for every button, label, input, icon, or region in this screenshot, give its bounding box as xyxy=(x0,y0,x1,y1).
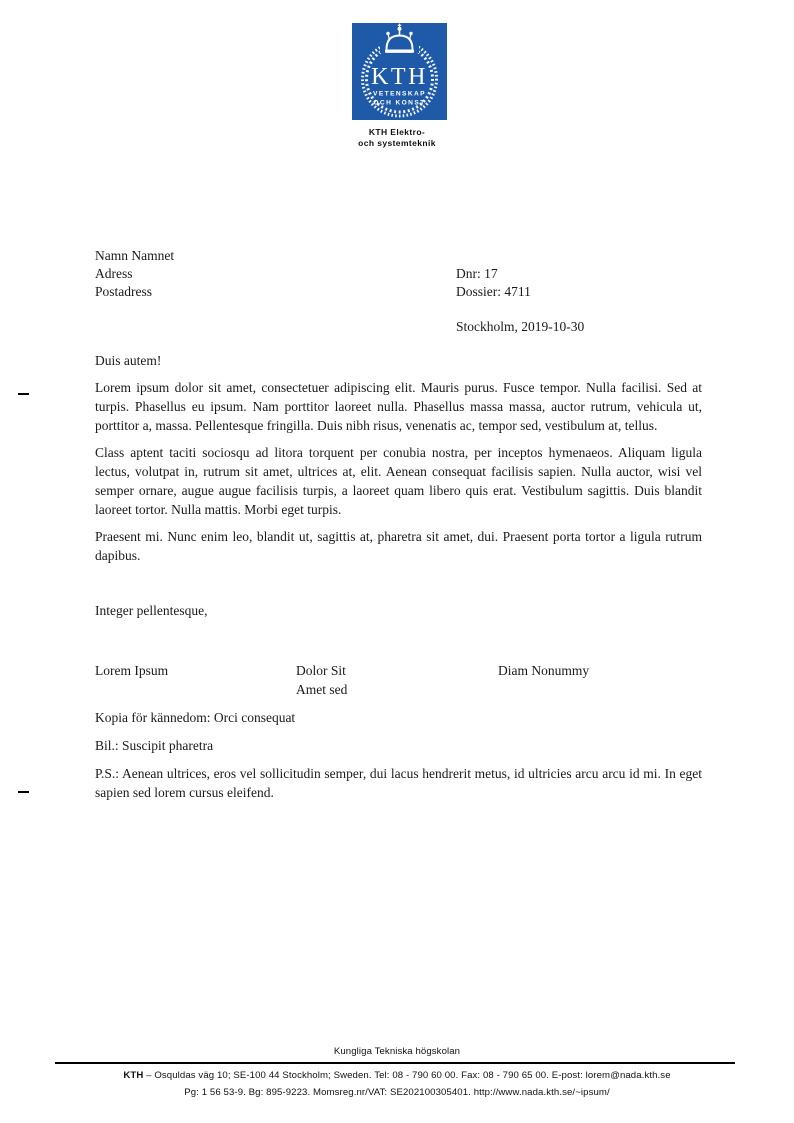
fold-mark-top xyxy=(18,393,29,395)
kth-seal-icon xyxy=(352,23,447,120)
footer-kth-bold: KTH xyxy=(123,1070,144,1081)
salutation: Duis autem! xyxy=(95,353,162,368)
signature-column-1 xyxy=(95,661,290,680)
footer-contact-rest: – Osquldas väg 10; SE-100 44 Stockholm; Sweden. Tel: 08 - 790 60 00. Fax: 08 - 790 65 00. E-post: lorem@nada.kth.se xyxy=(143,1070,671,1081)
body-paragraph-3: Praesent mi. Nunc enim leo, blandit ut, sagittis at, pharetra sit amet, dui. Praesent porta tortor a ligula rutrum dapibus. xyxy=(95,529,702,563)
postscript: P.S.: Aenean ultrices, eros vel sollicitudin semper, dui lacus hendrerit metus, id ultricies arcu arcu id mi. In eget sapien sed lorem cursus eleifend. xyxy=(95,766,702,800)
signature-column-3 xyxy=(498,661,693,680)
department-line2: och systemteknik xyxy=(358,137,436,148)
kth-logo xyxy=(352,23,447,120)
logo-acronym: KTH xyxy=(371,64,428,90)
signature-name: Lorem Ipsum xyxy=(95,663,169,678)
dossier-line: Dossier: 4711 xyxy=(456,284,531,299)
letter-body xyxy=(95,351,702,573)
dnr-line: Dnr: 17 xyxy=(456,266,498,281)
footer-divider xyxy=(55,1062,735,1064)
fold-mark-bottom xyxy=(18,791,29,793)
department-line1: KTH Elektro- xyxy=(368,127,426,137)
body-paragraph-2: Class aptent taciti sociosqu ad litora torquent per conubia nostra, per inceptos hymenaeos. Aliquam ligula lectus, volutpat in, rutrum sit amet, ultrices at, elit. Aenean consequat facilisis sapien. Nulla auctor, wisi vel semper ornare, augue augue facilisis turpis, a laoreet quam libero quis erat. Vestibulum sagittis. Duis blandit laoreet tortor. Nulla mattis. Morbi eget turpis. xyxy=(95,445,702,517)
recipient-postal: Postadress xyxy=(95,284,152,299)
signature-extra: Amet sed xyxy=(296,682,348,697)
footer-contact-line xyxy=(0,1070,794,1081)
copy-for-information-line: Kopia för kännedom: Orci consequat xyxy=(95,710,296,725)
closing-phrase: Integer pellentesque, xyxy=(95,603,208,618)
department-name xyxy=(0,127,794,148)
body-paragraph-1: Lorem ipsum dolor sit amet, consectetuer adipiscing elit. Mauris purus. Fusce tempor. Nulla facilisi. Sed at turpis. Phasellus eu ipsum. Nam porttitor laoreet nulla. Phasellus massa massa, auctor rutrum, vehicula ut, porttitor a, massa. Pellentesque fringilla. Duis nibh risus, venenatis ac, tempor sed, vestibulum at, tellus. xyxy=(95,380,702,433)
place-date-line: Stockholm, 2019-10-30 xyxy=(456,319,585,334)
footer-institution: Kungliga Tekniska högskolan xyxy=(333,1046,461,1057)
attachment-line: Bil.: Suscipit pharetra xyxy=(95,738,214,753)
logo-motto-line2: OCH KONST xyxy=(373,99,426,107)
signature-name: Dolor Sit xyxy=(296,663,346,678)
signature-column-2 xyxy=(296,661,491,699)
recipient-address xyxy=(95,247,174,301)
recipient-street: Adress xyxy=(95,266,133,281)
reference-block xyxy=(456,265,531,301)
footer-registry-line: Pg: 1 56 53-9. Bg: 895-9223. Momsreg.nr/VAT: SE202100305401. http://www.nada.kth.se/~ipsum/ xyxy=(184,1087,610,1098)
signature-name: Diam Nonummy xyxy=(498,663,590,678)
recipient-name: Namn Namnet xyxy=(95,248,175,263)
logo-motto-line1: VETENSKAP xyxy=(373,90,426,98)
